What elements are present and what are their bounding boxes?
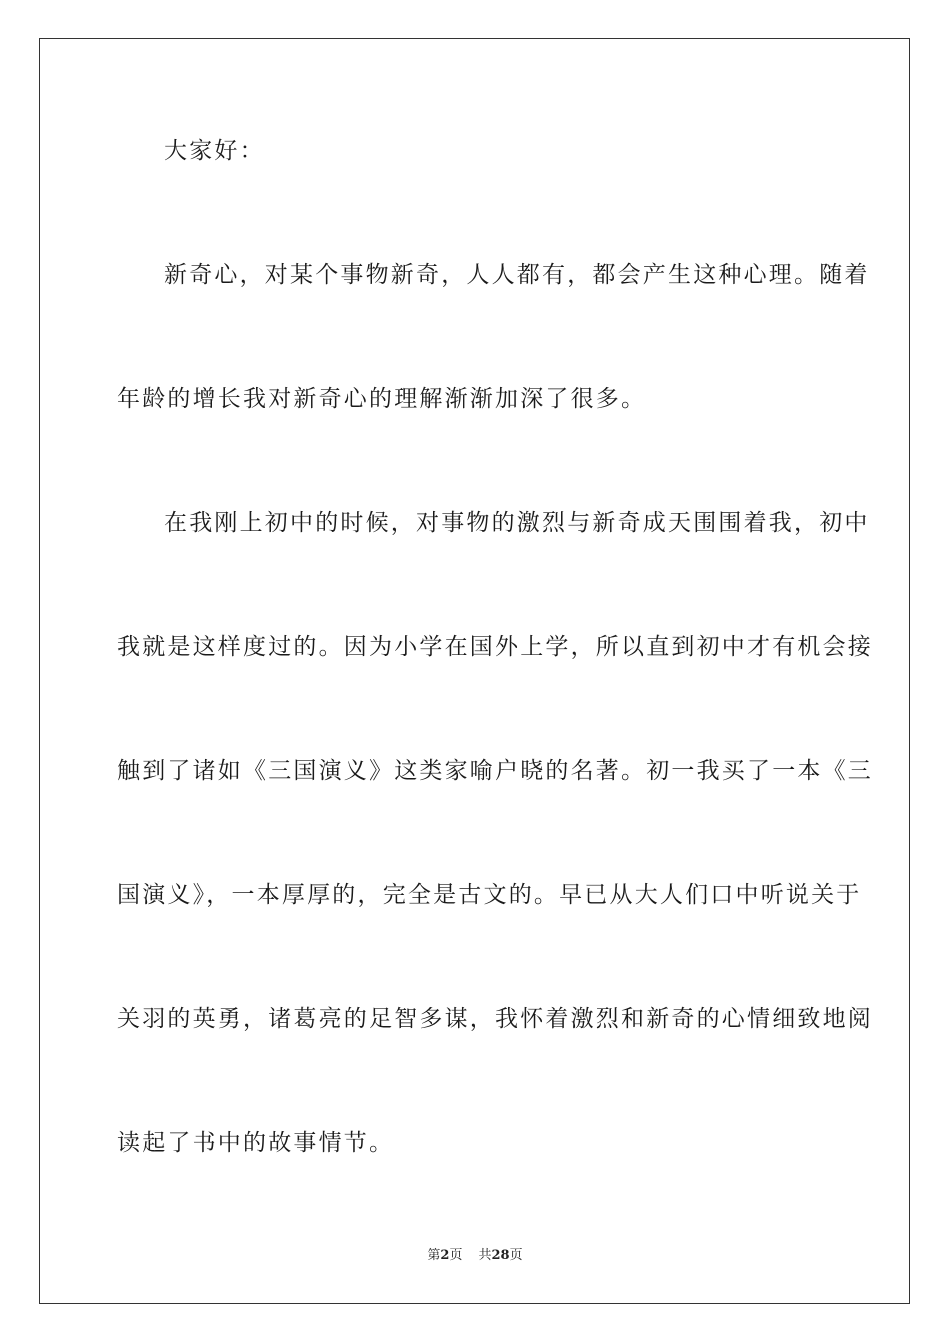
paragraph-2-line-1: 在我刚上初中的时候，对事物的激烈与新奇成天围围着我，初中 bbox=[164, 510, 870, 536]
paragraph-2-line-3: 触到了诸如《三国演义》这类家喻户晓的名著。初一我买了一本《三 bbox=[117, 758, 873, 784]
paragraph-2-line-2: 我就是这样度过的。因为小学在国外上学，所以直到初中才有机会接 bbox=[117, 634, 873, 660]
paragraph-1-line-1: 新奇心，对某个事物新奇，人人都有，都会产生这种心理。随着 bbox=[164, 262, 870, 288]
total-prefix: 共 bbox=[478, 1248, 492, 1263]
current-page-number: 2 bbox=[440, 1248, 450, 1263]
paragraph-1-line-2: 年龄的增长我对新奇心的理解渐渐加深了很多。 bbox=[117, 386, 647, 412]
page-prefix: 第 bbox=[427, 1248, 441, 1263]
page-footer bbox=[0, 1247, 950, 1265]
paragraph-2-line-6: 读起了书中的故事情节。 bbox=[117, 1130, 395, 1156]
page-border bbox=[39, 38, 910, 1304]
greeting: 大家好： bbox=[164, 138, 265, 164]
paragraph-2-line-5: 关羽的英勇，诸葛亮的足智多谋，我怀着激烈和新奇的心情细致地阅 bbox=[117, 1006, 873, 1032]
total-page-count: 28 bbox=[491, 1248, 510, 1263]
page-suffix: 页 bbox=[449, 1248, 463, 1263]
total-suffix: 页 bbox=[509, 1248, 523, 1263]
paragraph-2-line-4: 国演义》，一本厚厚的，完全是古文的。早已从大人们口中听说关于 bbox=[117, 882, 862, 908]
